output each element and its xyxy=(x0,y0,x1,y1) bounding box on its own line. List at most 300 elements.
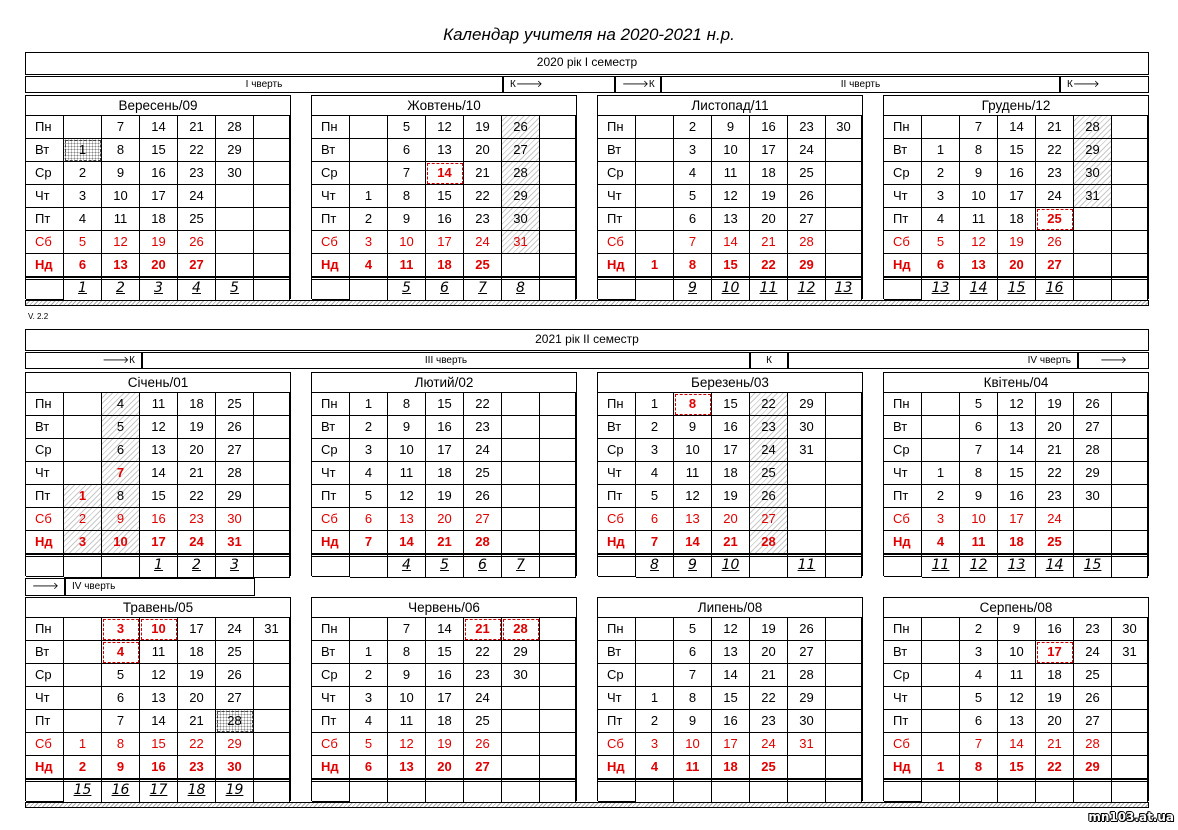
day-label: Вт xyxy=(598,139,636,162)
month-title: Липень/08 xyxy=(597,597,863,617)
day-cell: 25 xyxy=(1074,664,1112,687)
week-number: 7 xyxy=(464,278,502,301)
day-cell: 27 xyxy=(216,439,254,462)
day-cell: 26 xyxy=(216,416,254,439)
month-grid xyxy=(25,115,291,299)
day-cell: 30 xyxy=(502,208,540,231)
day-cell xyxy=(788,485,826,508)
week-number: 16 xyxy=(102,780,140,803)
quarter-row-2 xyxy=(25,352,1149,369)
day-cell: 31 xyxy=(216,531,254,554)
day-label: Чт xyxy=(312,462,350,485)
day-cell xyxy=(254,531,290,554)
day-cell: 14 xyxy=(140,462,178,485)
day-cell: 24 xyxy=(788,139,826,162)
week-number: 5 xyxy=(426,555,464,578)
separator-strip-1 xyxy=(25,300,1149,306)
day-cell: 5 xyxy=(388,116,426,139)
day-cell: 22 xyxy=(1036,139,1074,162)
month-grid xyxy=(311,617,577,801)
day-cell: 4 xyxy=(350,254,388,277)
day-cell xyxy=(922,618,960,641)
day-cell: 21 xyxy=(712,531,750,554)
quarter-cell: 🡒К xyxy=(25,352,142,369)
day-cell: 21 xyxy=(750,231,788,254)
week-number: 8 xyxy=(502,278,540,301)
day-label: Сб xyxy=(884,733,922,756)
day-label: Чт xyxy=(598,687,636,710)
day-cell: 8 xyxy=(960,756,998,779)
day-cell: 14 xyxy=(712,231,750,254)
day-cell xyxy=(502,462,540,485)
quarter-row-3 xyxy=(25,578,1149,596)
day-cell xyxy=(922,393,960,416)
month-grid xyxy=(311,115,577,299)
day-cell: 5 xyxy=(350,485,388,508)
day-label: Ср xyxy=(312,439,350,462)
day-cell: 29 xyxy=(216,485,254,508)
day-cell: 22 xyxy=(750,254,788,277)
week-number: 3 xyxy=(140,278,178,301)
day-cell: 2 xyxy=(350,208,388,231)
day-cell xyxy=(216,231,254,254)
day-cell: 8 xyxy=(960,462,998,485)
day-label: Чт xyxy=(26,462,64,485)
day-cell: 3 xyxy=(64,531,102,554)
week-number: 2 xyxy=(178,555,216,578)
day-cell: 18 xyxy=(426,254,464,277)
day-cell: 15 xyxy=(426,393,464,416)
week-label-cell xyxy=(26,277,64,300)
day-label: Ср xyxy=(884,162,922,185)
day-cell: 22 xyxy=(750,687,788,710)
day-cell xyxy=(216,254,254,277)
day-cell: 16 xyxy=(140,756,178,779)
day-cell: 16 xyxy=(750,116,788,139)
day-cell: 21 xyxy=(178,116,216,139)
day-cell: 25 xyxy=(1036,531,1074,554)
week-number: 12 xyxy=(960,555,998,578)
day-cell: 17 xyxy=(178,618,216,641)
day-cell: 24 xyxy=(216,618,254,641)
day-cell: 6 xyxy=(960,416,998,439)
day-cell: 17 xyxy=(998,185,1036,208)
day-cell: 4 xyxy=(674,162,712,185)
day-cell xyxy=(540,641,576,664)
week-number: 14 xyxy=(960,278,998,301)
day-label: Нд xyxy=(884,531,922,554)
month-grid xyxy=(883,617,1149,801)
week-number: 19 xyxy=(216,780,254,803)
week-number xyxy=(254,780,290,803)
day-cell: 28 xyxy=(216,710,254,733)
day-cell xyxy=(1074,531,1112,554)
day-cell: 18 xyxy=(426,710,464,733)
week-number: 18 xyxy=(178,780,216,803)
day-cell: 24 xyxy=(464,687,502,710)
day-label: Нд xyxy=(598,531,636,554)
day-cell: 7 xyxy=(674,664,712,687)
day-cell: 7 xyxy=(960,439,998,462)
week-label-cell xyxy=(598,277,636,300)
day-cell xyxy=(1112,416,1148,439)
day-cell xyxy=(1112,733,1148,756)
day-cell: 13 xyxy=(140,687,178,710)
day-cell xyxy=(502,393,540,416)
day-cell xyxy=(788,531,826,554)
week-number xyxy=(826,780,862,803)
day-cell: 7 xyxy=(102,710,140,733)
day-cell xyxy=(1074,254,1112,277)
month-title: Вересень/09 xyxy=(25,95,291,115)
day-label: Ср xyxy=(598,439,636,462)
month-grid xyxy=(883,392,1149,576)
day-cell: 21 xyxy=(178,710,216,733)
day-cell: 31 xyxy=(1112,641,1148,664)
day-cell: 13 xyxy=(998,710,1036,733)
week-number xyxy=(674,780,712,803)
day-cell: 17 xyxy=(426,439,464,462)
day-cell: 17 xyxy=(426,687,464,710)
day-cell: 5 xyxy=(674,618,712,641)
day-cell: 3 xyxy=(350,439,388,462)
day-cell: 18 xyxy=(750,162,788,185)
day-cell xyxy=(540,618,576,641)
day-cell: 30 xyxy=(1112,618,1148,641)
day-cell: 6 xyxy=(960,710,998,733)
watermark: mn103.at.ua xyxy=(1088,810,1174,824)
day-cell: 22 xyxy=(750,393,788,416)
day-cell: 5 xyxy=(922,231,960,254)
day-cell xyxy=(502,416,540,439)
day-cell: 25 xyxy=(464,254,502,277)
day-cell: 25 xyxy=(750,756,788,779)
day-cell: 11 xyxy=(388,710,426,733)
day-cell: 25 xyxy=(750,462,788,485)
day-cell: 19 xyxy=(426,485,464,508)
week-number xyxy=(350,555,388,578)
month-block xyxy=(597,372,863,576)
day-cell: 13 xyxy=(388,756,426,779)
day-label: Пн xyxy=(312,618,350,641)
day-cell xyxy=(254,231,290,254)
day-cell xyxy=(540,162,576,185)
day-cell: 23 xyxy=(750,416,788,439)
day-cell: 4 xyxy=(350,710,388,733)
day-label: Ср xyxy=(26,439,64,462)
day-cell: 25 xyxy=(178,208,216,231)
day-cell: 15 xyxy=(426,641,464,664)
day-cell xyxy=(64,416,102,439)
day-cell: 7 xyxy=(388,618,426,641)
week-number xyxy=(64,555,102,578)
day-cell: 9 xyxy=(960,162,998,185)
day-cell: 16 xyxy=(426,416,464,439)
day-cell: 4 xyxy=(922,208,960,231)
day-cell: 4 xyxy=(636,756,674,779)
day-cell xyxy=(540,756,576,779)
day-cell: 11 xyxy=(388,254,426,277)
day-cell: 24 xyxy=(178,531,216,554)
day-label: Нд xyxy=(26,756,64,779)
month-block xyxy=(311,372,577,576)
day-cell: 12 xyxy=(712,618,750,641)
day-cell: 23 xyxy=(1036,485,1074,508)
day-cell: 23 xyxy=(178,756,216,779)
day-label: Пн xyxy=(598,116,636,139)
day-cell xyxy=(540,664,576,687)
day-cell xyxy=(826,664,862,687)
day-cell: 31 xyxy=(502,231,540,254)
day-cell xyxy=(1112,208,1148,231)
day-cell: 10 xyxy=(388,687,426,710)
day-cell: 6 xyxy=(674,641,712,664)
day-cell: 29 xyxy=(1074,139,1112,162)
day-cell: 22 xyxy=(178,733,216,756)
day-cell xyxy=(826,485,862,508)
day-cell: 13 xyxy=(998,416,1036,439)
month-title: Грудень/12 xyxy=(883,95,1149,115)
day-cell: 18 xyxy=(998,531,1036,554)
day-cell: 1 xyxy=(64,485,102,508)
week-number: 10 xyxy=(712,555,750,578)
day-cell: 8 xyxy=(674,254,712,277)
day-cell: 29 xyxy=(216,139,254,162)
month-grid xyxy=(25,617,291,801)
day-cell: 23 xyxy=(788,116,826,139)
day-cell xyxy=(502,710,540,733)
day-cell: 15 xyxy=(712,687,750,710)
day-label: Нд xyxy=(312,531,350,554)
day-cell xyxy=(922,416,960,439)
day-label: Сб xyxy=(26,508,64,531)
day-cell xyxy=(64,116,102,139)
day-label: Вт xyxy=(312,139,350,162)
week-number: 1 xyxy=(64,278,102,301)
day-cell: 13 xyxy=(140,439,178,462)
day-cell: 13 xyxy=(712,641,750,664)
week-number xyxy=(960,780,998,803)
day-label: Вт xyxy=(26,139,64,162)
week-number xyxy=(712,780,750,803)
day-cell: 28 xyxy=(502,162,540,185)
month-block xyxy=(311,597,577,801)
day-label: Нд xyxy=(26,531,64,554)
day-label: Пн xyxy=(312,116,350,139)
day-cell: 12 xyxy=(388,485,426,508)
day-cell: 11 xyxy=(960,208,998,231)
day-cell: 10 xyxy=(140,618,178,641)
day-cell: 11 xyxy=(388,462,426,485)
day-cell: 26 xyxy=(464,733,502,756)
day-label: Сб xyxy=(312,508,350,531)
day-cell xyxy=(826,531,862,554)
week-number xyxy=(636,278,674,301)
day-label: Вт xyxy=(312,416,350,439)
day-cell: 29 xyxy=(502,641,540,664)
day-cell: 23 xyxy=(1074,618,1112,641)
day-cell xyxy=(636,208,674,231)
month-title: Березень/03 xyxy=(597,372,863,392)
day-cell: 20 xyxy=(178,687,216,710)
day-cell xyxy=(1112,508,1148,531)
day-cell: 1 xyxy=(922,756,960,779)
day-label: Нд xyxy=(26,254,64,277)
day-cell xyxy=(502,531,540,554)
day-cell xyxy=(1112,439,1148,462)
day-cell: 26 xyxy=(216,664,254,687)
month-block xyxy=(25,597,291,801)
day-cell: 4 xyxy=(960,664,998,687)
day-cell: 28 xyxy=(1074,733,1112,756)
day-cell: 26 xyxy=(1074,687,1112,710)
week-number: 16 xyxy=(1036,278,1074,301)
day-cell: 4 xyxy=(64,208,102,231)
week-label-cell xyxy=(26,779,64,802)
day-cell: 14 xyxy=(674,531,712,554)
month-title: Травень/05 xyxy=(25,597,291,617)
day-cell: 27 xyxy=(750,508,788,531)
day-cell: 20 xyxy=(464,139,502,162)
quarter-cell: 🡒К xyxy=(615,76,661,93)
month-title: Червень/06 xyxy=(311,597,577,617)
day-cell xyxy=(540,439,576,462)
day-cell: 15 xyxy=(140,733,178,756)
day-label: Сб xyxy=(884,508,922,531)
day-label: Пт xyxy=(598,208,636,231)
day-cell xyxy=(254,393,290,416)
day-cell xyxy=(1112,231,1148,254)
week-number xyxy=(750,555,788,578)
day-cell: 12 xyxy=(388,733,426,756)
day-label: Чт xyxy=(26,185,64,208)
day-cell: 20 xyxy=(712,508,750,531)
day-label: Ср xyxy=(598,162,636,185)
day-cell: 16 xyxy=(140,162,178,185)
day-cell: 20 xyxy=(750,208,788,231)
day-cell xyxy=(1074,231,1112,254)
day-label: Пт xyxy=(312,710,350,733)
day-cell xyxy=(1112,139,1148,162)
day-cell: 16 xyxy=(426,664,464,687)
day-cell: 18 xyxy=(178,641,216,664)
day-label: Пт xyxy=(884,485,922,508)
day-cell: 30 xyxy=(788,710,826,733)
day-cell xyxy=(826,710,862,733)
day-cell xyxy=(254,416,290,439)
week-label-cell xyxy=(884,779,922,802)
day-cell: 30 xyxy=(216,162,254,185)
week-number xyxy=(998,780,1036,803)
month-grid xyxy=(883,115,1149,299)
day-cell: 16 xyxy=(712,416,750,439)
day-cell xyxy=(788,508,826,531)
day-cell: 15 xyxy=(998,462,1036,485)
day-cell: 27 xyxy=(1036,254,1074,277)
day-cell: 9 xyxy=(388,664,426,687)
day-cell xyxy=(636,618,674,641)
day-cell: 15 xyxy=(140,139,178,162)
day-cell: 3 xyxy=(350,687,388,710)
quarter-cell: IV чверть xyxy=(65,578,255,596)
day-label: Сб xyxy=(312,733,350,756)
day-cell: 11 xyxy=(674,462,712,485)
week-number xyxy=(1074,780,1112,803)
week-number xyxy=(922,780,960,803)
day-cell: 2 xyxy=(64,162,102,185)
day-cell: 23 xyxy=(178,508,216,531)
day-cell: 24 xyxy=(464,439,502,462)
day-cell: 8 xyxy=(102,139,140,162)
day-cell: 29 xyxy=(788,393,826,416)
day-cell xyxy=(254,508,290,531)
week-number: 5 xyxy=(388,278,426,301)
day-cell: 29 xyxy=(502,185,540,208)
week-number xyxy=(1112,278,1148,301)
week-label-cell xyxy=(884,277,922,300)
day-cell: 29 xyxy=(788,254,826,277)
day-cell: 9 xyxy=(388,416,426,439)
day-label: Сб xyxy=(598,231,636,254)
day-cell: 6 xyxy=(350,508,388,531)
week-number: 8 xyxy=(636,555,674,578)
month-block xyxy=(311,95,577,299)
day-cell: 16 xyxy=(426,208,464,231)
day-cell: 30 xyxy=(216,756,254,779)
week-number: 6 xyxy=(426,278,464,301)
day-cell: 17 xyxy=(750,139,788,162)
day-cell xyxy=(922,733,960,756)
day-cell xyxy=(826,139,862,162)
month-block xyxy=(25,372,291,576)
day-cell xyxy=(1112,756,1148,779)
month-block xyxy=(883,95,1149,299)
day-cell xyxy=(540,733,576,756)
day-cell xyxy=(826,733,862,756)
day-cell: 3 xyxy=(636,439,674,462)
day-cell: 26 xyxy=(788,618,826,641)
day-cell: 22 xyxy=(178,485,216,508)
day-cell xyxy=(254,756,290,779)
day-cell xyxy=(64,439,102,462)
day-cell: 20 xyxy=(140,254,178,277)
week-number: 2 xyxy=(102,278,140,301)
day-cell xyxy=(502,439,540,462)
quarter-cell: III чверть xyxy=(142,352,750,369)
day-cell: 28 xyxy=(750,531,788,554)
day-cell: 16 xyxy=(140,508,178,531)
day-cell: 4 xyxy=(922,531,960,554)
day-cell: 17 xyxy=(712,733,750,756)
day-cell: 2 xyxy=(636,416,674,439)
day-cell: 12 xyxy=(140,664,178,687)
day-cell xyxy=(540,139,576,162)
day-cell: 8 xyxy=(102,485,140,508)
day-cell xyxy=(1112,485,1148,508)
day-label: Чт xyxy=(884,185,922,208)
day-cell: 21 xyxy=(464,618,502,641)
day-cell: 18 xyxy=(140,208,178,231)
day-cell xyxy=(64,618,102,641)
day-cell: 12 xyxy=(140,416,178,439)
day-cell: 8 xyxy=(388,185,426,208)
day-cell: 14 xyxy=(998,439,1036,462)
month-title: Січень/01 xyxy=(25,372,291,392)
day-cell: 18 xyxy=(426,462,464,485)
day-cell: 19 xyxy=(998,231,1036,254)
day-cell xyxy=(350,618,388,641)
day-cell: 19 xyxy=(1036,393,1074,416)
